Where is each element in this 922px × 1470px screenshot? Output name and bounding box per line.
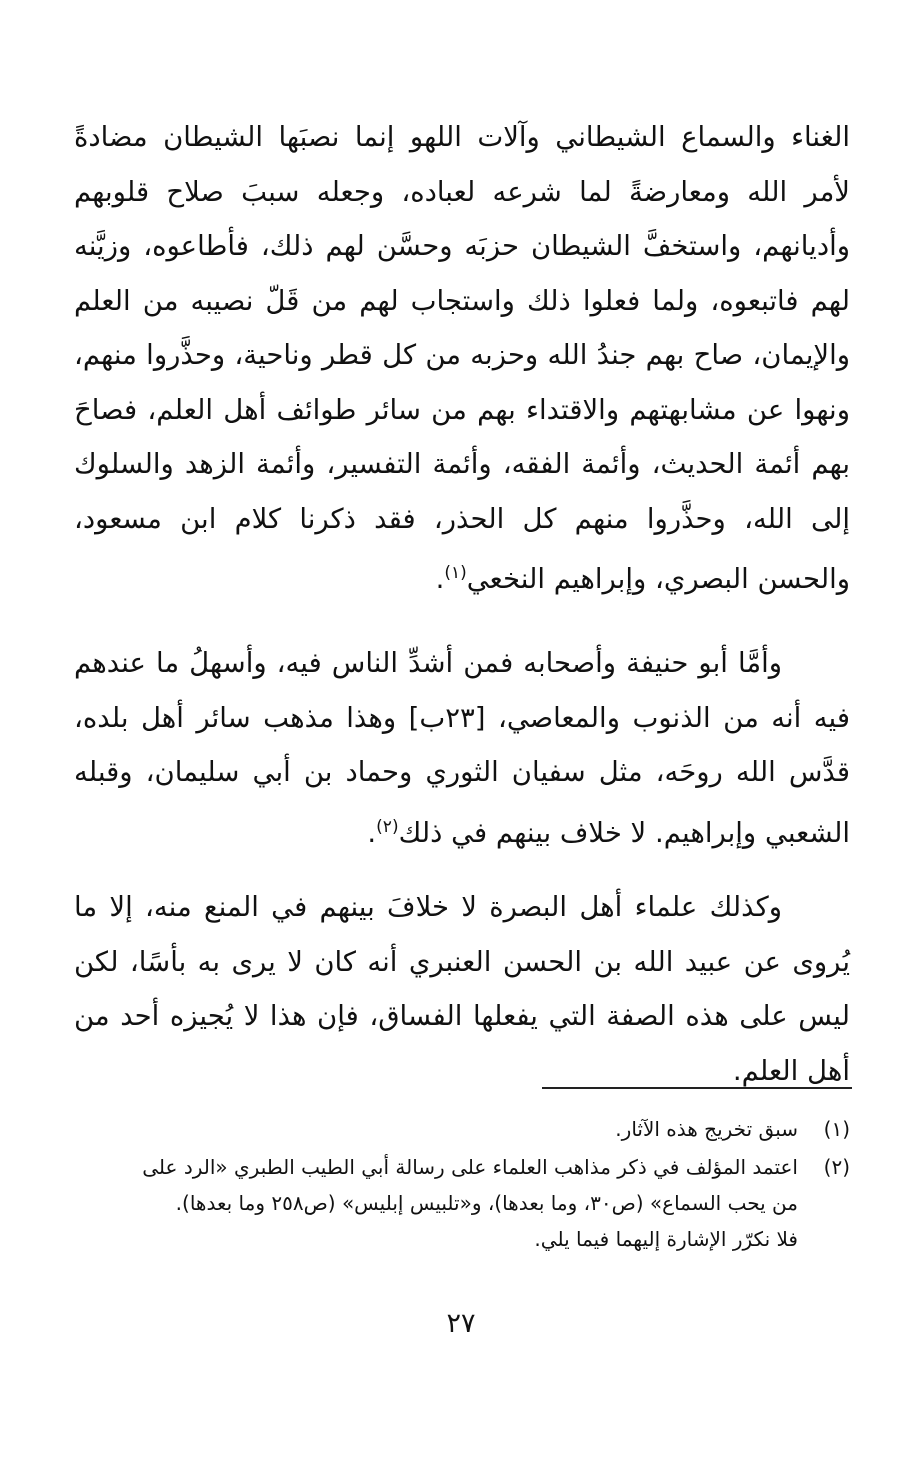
footnote-text [74,1149,798,1257]
footnote-2 [74,1149,850,1257]
footnote-ref-2: (٢) [376,816,399,837]
footnote-line: سبق تخريج هذه الآثار. [615,1117,798,1141]
footnote-number: (١) [823,1117,850,1141]
paragraph-2-end: . [367,816,377,849]
footnote-text [74,1111,798,1147]
footnote-line: فلا نكرّر الإشارة إليهما فيما يلي. [534,1227,798,1251]
paragraph-2-text: وأمَّا أبو حنيفة وأصحابه فمن أشدِّ الناس فيه، وأسهلُ ما عندهم فيه أنه من الذنوب والمعاصي، [٢٣ب] وهذا مذهب سائر أهل بلده، قدَّس الله روحَه، مثل سفيان الثوري وحماد بن أبي سليمان، وقبله الشعبي وإبراهيم. لا خلاف بينهم في ذلك [74,647,850,849]
footnote-1 [74,1111,850,1147]
paragraph-2 [74,636,850,860]
paragraph-1-end: . [435,563,445,596]
paragraph-3 [74,880,850,1098]
footnote-line: اعتمد المؤلف في ذكر مذاهب العلماء على رسالة أبي الطيب الطبري «الرد على [142,1155,798,1179]
paragraph-3-text: وكذلك علماء أهل البصرة لا خلافَ بينهم في المنع منه، إلا ما يُروى عن عبيد الله بن الحسن العنبري أنه كان لا يرى به بأسًا، لكن ليس على هذه الصفة التي يفعلها الفساق، فإن هذا لا يُجيزه أحد من أهل العلم. [74,891,850,1087]
footnote-separator [542,1087,852,1089]
footnote-ref-1: (١) [444,563,467,583]
paragraph-1 [74,110,850,607]
footnote-line: من يحب السماع» (ص٣٠، وما بعدها)، و«تلبيس إبليس» (ص٢٥٨ وما بعدها). [175,1191,798,1215]
paragraph-1-text: الغناء والسماع الشيطاني وآلات اللهو إنما نصبَها الشيطان مضادةً لأمر الله ومعارضةً لما شرعه لعباده، وجعله سببَ صلاح قلوبهم وأديانهم، واستخفَّ الشيطان حزبَه وحسَّن لهم ذلك، فأطاعوه، وزيَّنه لهم فاتبعوه، ولما فعلوا ذلك واستجاب لهم من قَلّ نصيبه من العلم والإيمان، صاح بهم جندُ الله وحزبه من كل قطر وناحية، وحذَّروا منهم، ونهوا عن مشابهتهم والاقتداء بهم من سائر طوائف أهل العلم، فصاحَ بهم أئمة الحديث، وأئمة الفقه، وأئمة التفسير، وأئمة الزهد والسلوك إلى الله، وحذَّروا منهم كل الحذر، فقد ذكرنا كلام ابن مسعود، والحسن البصري، وإبراهيم النخعي [74,121,850,596]
footnotes [74,1111,850,1257]
footnote-number: (٢) [823,1155,850,1179]
page-number: ٢٧ [446,1308,476,1339]
